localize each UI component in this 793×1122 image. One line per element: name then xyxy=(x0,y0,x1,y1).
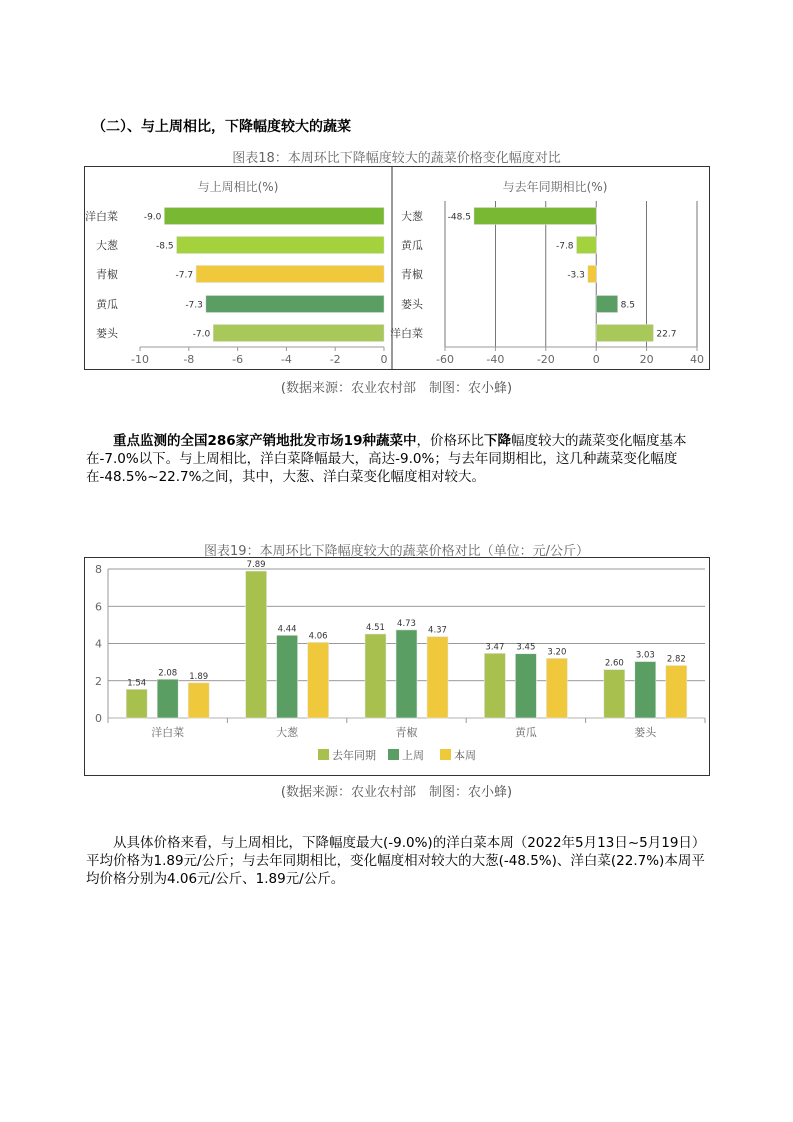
wow-chart-title: 与上周相比(%) xyxy=(197,180,279,194)
x-category-label: 青椒 xyxy=(395,726,418,739)
yoy-bar xyxy=(474,208,596,225)
yoy-category-label: 黄瓜 xyxy=(401,239,423,252)
wow-bar xyxy=(177,237,384,254)
wow-value-label: -7.7 xyxy=(175,270,194,281)
x-category-label: 大葱 xyxy=(276,726,299,739)
figure-18-caption: 图表18：本周环比下降幅度较大的蔬菜价格变化幅度对比 xyxy=(232,151,561,166)
yoy-value-label: 22.7 xyxy=(656,329,677,340)
yoy-value-label: -7.8 xyxy=(555,241,574,252)
y-tick-label: 8 xyxy=(95,563,102,576)
bar-value-label: 4.73 xyxy=(397,618,416,629)
figure-19-frame xyxy=(84,557,710,776)
bar-this-week xyxy=(666,665,687,718)
bar-value-label: 3.45 xyxy=(516,642,536,653)
wow-bar xyxy=(213,325,384,342)
paragraph-1-bold-2: 下降 xyxy=(483,433,511,449)
wow-tick-label: -10 xyxy=(131,353,149,366)
bar-this-week xyxy=(546,658,567,718)
bar-value-label: 3.20 xyxy=(547,647,567,658)
bar-this-week xyxy=(188,683,209,718)
bar-last-year xyxy=(604,670,625,718)
bar-value-label: 2.82 xyxy=(666,654,686,665)
yoy-bar xyxy=(596,325,653,342)
paragraph-2-text: 从具体价格来看，与上周相比，下降幅度最大(-9.0%)的洋白菜本周（2022年5月13日~5月19日）平均价格为1.89元/公斤；与去年同期相比，变化幅度相对较大的大葱(-48.5%)、洋白菜(22.7%)本周平均价格分别为4.06元/公斤、1.89元/公斤。 xyxy=(86,835,706,887)
yoy-bar xyxy=(588,266,596,283)
bar-value-label: 1.54 xyxy=(127,678,147,689)
bar-last-year xyxy=(484,653,505,718)
yoy-category-label: 大葱 xyxy=(401,210,423,223)
legend-label: 上周 xyxy=(402,749,424,762)
paragraph-2 xyxy=(86,834,708,888)
bar-last-year xyxy=(126,689,147,718)
wow-tick-label: -6 xyxy=(232,353,244,366)
legend-label: 去年同期 xyxy=(332,749,376,762)
bar-last-week xyxy=(635,662,656,718)
wow-category-label: 蒌头 xyxy=(96,327,118,340)
yoy-chart-title: 与去年同期相比(%) xyxy=(502,180,608,194)
wow-value-label: -9.0 xyxy=(143,212,162,223)
legend-swatch xyxy=(318,749,329,760)
figure-19-source: (数据来源：农业农村部 制图：农小蜂) xyxy=(280,785,513,800)
wow-tick-label: -8 xyxy=(183,353,195,366)
wow-bar xyxy=(206,296,384,313)
bar-value-label: 7.89 xyxy=(246,560,266,571)
wow-bar xyxy=(164,208,384,225)
figure-18-source: (数据来源：农业农村部 制图：农小蜂) xyxy=(280,381,513,396)
wow-category-label: 青椒 xyxy=(96,268,118,281)
figure-18-charts xyxy=(85,167,709,369)
bar-value-label: 2.08 xyxy=(158,668,178,679)
yoy-tick-label: 20 xyxy=(639,353,654,366)
wow-value-label: -7.0 xyxy=(192,329,211,340)
bar-last-week xyxy=(396,630,417,718)
wow-bar xyxy=(196,266,384,283)
bar-value-label: 1.89 xyxy=(189,671,209,682)
paragraph-1-text-1: ，价格环比 xyxy=(416,433,484,449)
paragraph-1-bold-1: 重点监测的全国286家产销地批发市场19种蔬菜中 xyxy=(113,433,417,449)
figure-18-frame xyxy=(84,166,710,370)
bar-last-week xyxy=(277,635,298,718)
bar-value-label: 4.37 xyxy=(428,625,447,636)
x-category-label: 黄瓜 xyxy=(514,726,537,739)
y-tick-label: 6 xyxy=(95,600,102,614)
wow-tick-label: -4 xyxy=(280,353,292,366)
yoy-category-label: 青椒 xyxy=(401,268,423,281)
wow-value-label: -8.5 xyxy=(156,241,174,252)
bar-value-label: 4.06 xyxy=(308,631,328,642)
y-tick-label: 4 xyxy=(95,637,102,651)
bar-value-label: 4.44 xyxy=(277,624,297,635)
yoy-tick-label: -60 xyxy=(436,353,454,366)
yoy-bar xyxy=(596,296,617,313)
wow-tick-label: 0 xyxy=(380,353,388,366)
wow-tick-label: -2 xyxy=(329,353,341,366)
yoy-tick-label: -20 xyxy=(536,353,555,366)
y-tick-label: 0 xyxy=(95,712,102,725)
legend-swatch xyxy=(388,749,399,760)
legend-label: 本周 xyxy=(454,749,476,762)
wow-category-label: 洋白菜 xyxy=(85,210,118,223)
bar-last-year xyxy=(365,634,386,718)
bar-value-label: 3.03 xyxy=(635,650,655,661)
figure-19-chart xyxy=(85,558,709,775)
bar-last-week xyxy=(515,654,536,718)
yoy-value-label: -3.3 xyxy=(567,270,585,281)
paragraph-1 xyxy=(86,432,708,486)
bar-last-week xyxy=(157,679,178,718)
yoy-bar xyxy=(577,237,597,254)
wow-value-label: -7.3 xyxy=(185,300,203,311)
bar-this-week xyxy=(427,637,448,718)
paragraph-1-text-2: 幅度较大的蔬菜变化幅度基本在-7.0%以下。与上周相比，洋白菜降幅最大，高达-9.0%；与去年同期相比，这几种蔬菜变化幅度在-48.5%~22.7%之间，其中，大葱、洋白菜变化幅度相对较大。 xyxy=(86,433,687,485)
yoy-tick-label: 40 xyxy=(690,353,704,366)
yoy-category-label: 蒌头 xyxy=(401,298,423,311)
figure-19-caption: 图表19：本周环比下降幅度较大的蔬菜价格对比（单位：元/公斤） xyxy=(204,544,589,559)
yoy-value-label: -48.5 xyxy=(447,212,471,223)
bar-value-label: 2.60 xyxy=(604,658,624,669)
yoy-tick-label: 0 xyxy=(592,353,600,366)
yoy-tick-label: -40 xyxy=(486,353,505,366)
yoy-category-label: 洋白菜 xyxy=(390,327,423,340)
legend-swatch xyxy=(440,749,451,760)
wow-category-label: 黄瓜 xyxy=(96,298,118,311)
bar-this-week xyxy=(308,642,329,718)
y-tick-label: 2 xyxy=(95,674,102,688)
section-heading: （二）、与上周相比，下降幅度较大的蔬菜 xyxy=(92,119,351,135)
x-category-label: 洋白菜 xyxy=(151,726,185,739)
x-category-label: 蒌头 xyxy=(634,726,657,739)
yoy-value-label: 8.5 xyxy=(620,300,635,311)
bar-value-label: 4.51 xyxy=(366,623,385,634)
wow-category-label: 大葱 xyxy=(96,239,118,252)
bar-last-year xyxy=(246,571,267,718)
bar-value-label: 3.47 xyxy=(485,642,505,653)
